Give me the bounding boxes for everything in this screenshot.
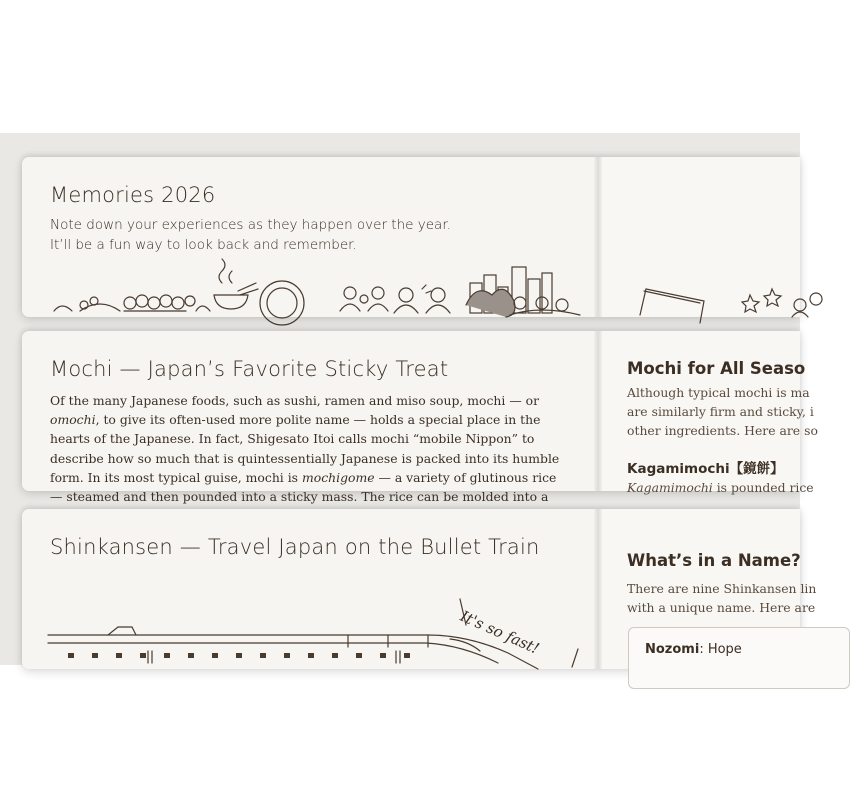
sidebar-title: What’s in a Name? xyxy=(627,551,801,570)
page-gutter xyxy=(594,509,602,669)
subsection-heading: Kagamimochi【鏡餅】 xyxy=(627,461,784,477)
sidebar-line-1: Although typical mochi is ma xyxy=(627,385,810,400)
body-text: Of the many Japanese foods, such as sushi, ramen and miso soup, mochi — or xyxy=(50,393,540,408)
sidebar-line-1: There are nine Shinkansen lin xyxy=(627,581,817,596)
mochi-page xyxy=(22,331,818,505)
memories-doodle-illustration xyxy=(50,265,590,317)
intro-line-2: It’ll be a fun way to look back and remember. xyxy=(50,237,357,253)
body-emphasis: mochigome xyxy=(301,469,375,485)
page-gutter xyxy=(594,331,602,491)
train-name-meaning: : Hope xyxy=(699,642,742,657)
sidebar-line-2: with a unique name. Here are xyxy=(627,600,816,615)
shinkansen-page xyxy=(22,509,817,669)
train-windows xyxy=(68,653,410,658)
body-text: — a variety of glutinous rice — steamed and then pounded into a sticky mass. The rice can be molded into a xyxy=(50,469,557,505)
sidebar-line-2: are similarly firm and sticky, i xyxy=(627,404,814,419)
facing-page xyxy=(602,157,800,317)
sidebar-line-3: other ingredients. Here are so xyxy=(627,423,818,438)
name-card xyxy=(628,627,850,689)
facing-page xyxy=(602,331,818,495)
page-title: Mochi — Japan’s Favorite Sticky Treat xyxy=(50,357,449,381)
subsection-emphasis: Kagamimochi xyxy=(627,480,713,495)
train-name: Nozomi xyxy=(645,642,700,657)
intro-line-1: Note down your experiences as they happen over the year. xyxy=(50,217,451,233)
speech-callout: It's so fast! xyxy=(457,607,543,658)
subsection-line xyxy=(627,478,814,497)
memories-page xyxy=(22,157,800,317)
article-body xyxy=(50,391,570,525)
body-emphasis: omochi xyxy=(50,412,96,428)
page-title: Memories 2026 xyxy=(50,183,216,207)
body-text: , to give its often-used more polite name — holds a special place in the hearts of the Japanese. In fact, Shigesato Itoi calls mochi “mobile Nippon” to describe how so much that is quintessentially Japanese is packed into its humble form. In its most typical guise, mochi is xyxy=(50,412,560,485)
facing-page-doodle xyxy=(632,277,822,317)
sidebar-title: Mochi for All Seaso xyxy=(627,359,806,378)
page-title: Shinkansen — Travel Japan on the Bullet Train xyxy=(50,535,540,559)
facing-page xyxy=(602,509,817,669)
page-gutter xyxy=(594,157,602,317)
name-card-entry xyxy=(645,642,742,657)
subsection-text: is pounded rice xyxy=(712,480,814,495)
